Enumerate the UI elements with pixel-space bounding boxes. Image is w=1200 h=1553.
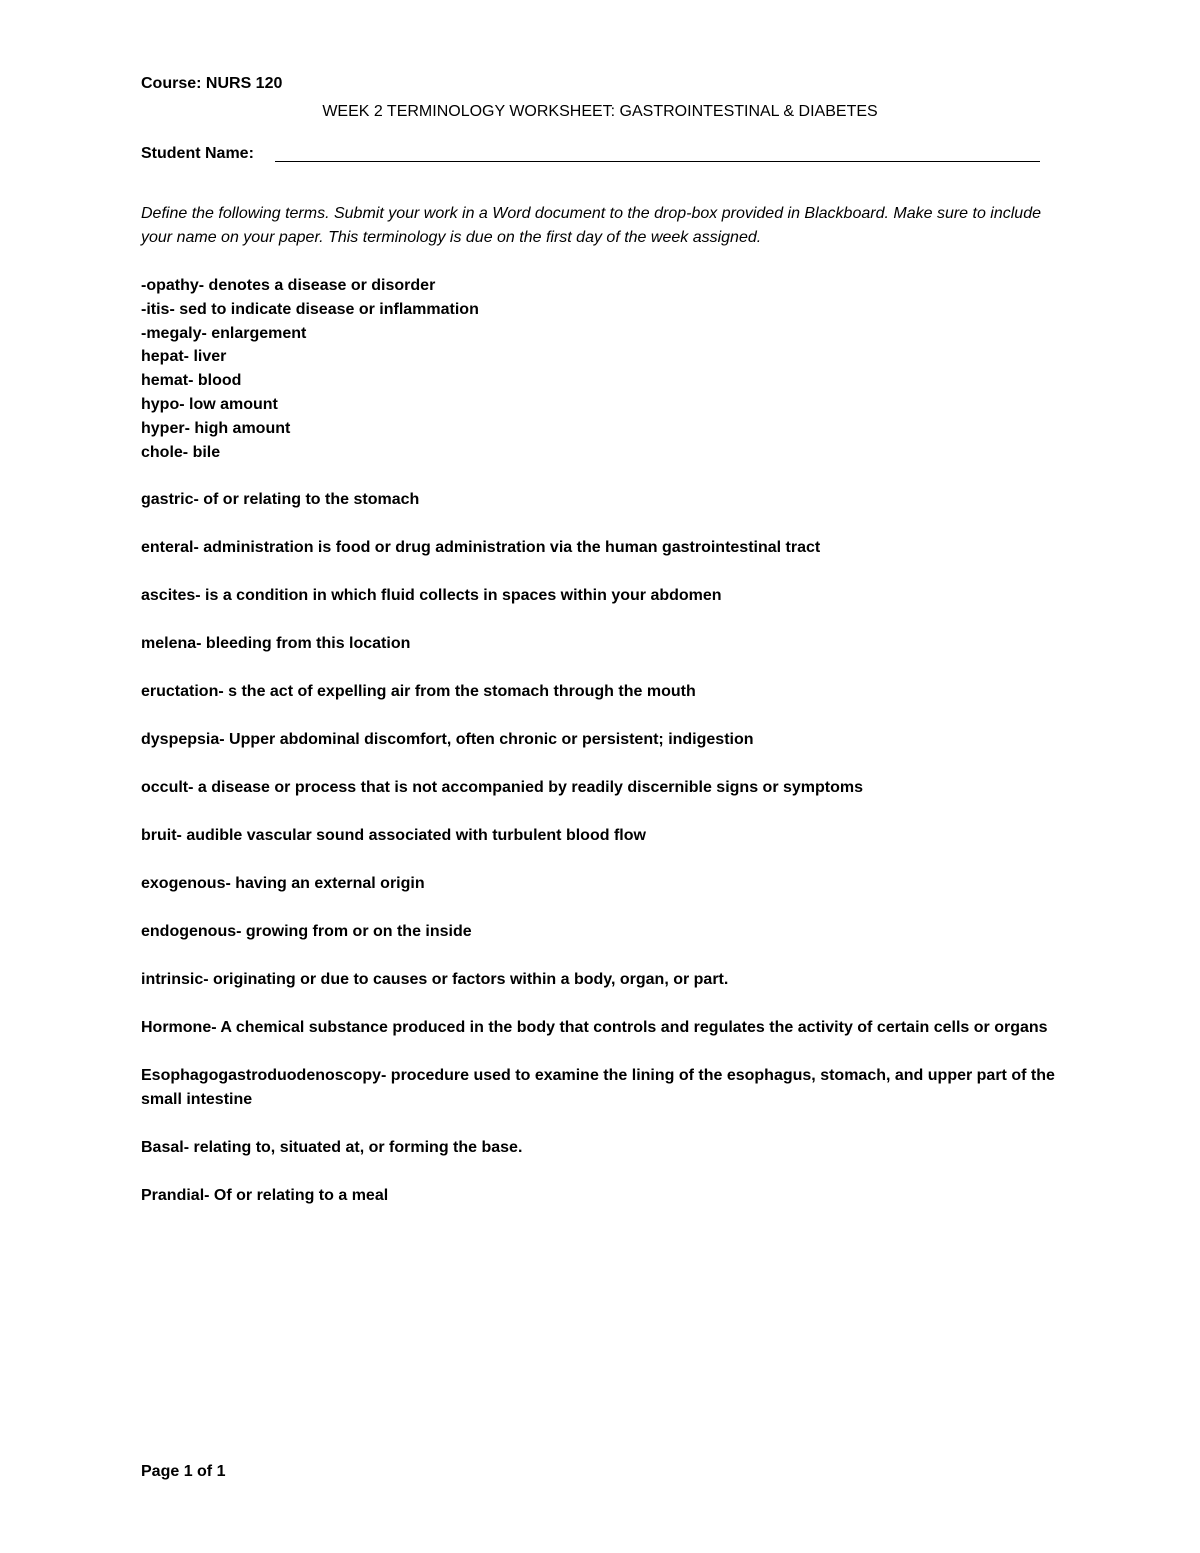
definition-item: Hormone- A chemical substance produced in the body that controls and regulates the activity of certain cells or organs xyxy=(141,1019,1048,1036)
definition-item: Basal- relating to, situated at, or forming the base. xyxy=(141,1139,523,1156)
course-label: Course: NURS 120 xyxy=(141,75,283,92)
definition-item: intrinsic- originating or due to causes or factors within a body, organ, or part. xyxy=(141,971,729,988)
definition-list xyxy=(141,488,1071,1232)
definition-item: bruit- audible vascular sound associated with turbulent blood flow xyxy=(141,827,646,844)
prefix-item: chole- bile xyxy=(141,443,221,461)
prefix-item: hemat- blood xyxy=(141,372,242,390)
definition-item: Prandial- Of or relating to a meal xyxy=(141,1187,389,1204)
prefix-item: hyper- high amount xyxy=(141,419,291,437)
definition-item: occult- a disease or process that is not accompanied by readily discernible signs or symptoms xyxy=(141,779,864,796)
student-name-blank-line xyxy=(275,161,1040,162)
definition-item: endogenous- growing from or on the inside xyxy=(141,923,472,940)
instructions-paragraph: Define the following terms. Submit your work in a Word document to the drop-box provided in Blackboard. Make sure to include your name on your paper. This terminology is due on the first day of the week assigned. xyxy=(141,205,1041,246)
definition-item: enteral- administration is food or drug administration via the human gastrointestinal tract xyxy=(141,539,821,556)
prefix-list xyxy=(141,274,1081,464)
definition-item: eructation- s the act of expelling air from the stomach through the mouth xyxy=(141,683,696,700)
definition-item: ascites- is a condition in which fluid collects in spaces within your abdomen xyxy=(141,587,722,604)
worksheet-title: WEEK 2 TERMINOLOGY WORKSHEET: GASTROINTESTINAL & DIABETES xyxy=(322,103,878,120)
student-name-label: Student Name: xyxy=(141,145,254,162)
definition-item: gastric- of or relating to the stomach xyxy=(141,491,420,508)
page-number: Page 1 of 1 xyxy=(141,1463,226,1480)
definition-item: melena- bleeding from this location xyxy=(141,635,411,652)
prefix-item: hypo- low amount xyxy=(141,395,278,413)
prefix-item: hepat- liver xyxy=(141,348,227,366)
prefix-item: -megaly- enlargement xyxy=(141,324,307,342)
definition-item: Esophagogastroduodenoscopy- procedure used to examine the lining of the esophagus, stomach, and upper part of the small intestine xyxy=(141,1067,1055,1108)
definition-item: exogenous- having an external origin xyxy=(141,875,425,892)
definition-item: dyspepsia- Upper abdominal discomfort, often chronic or persistent; indigestion xyxy=(141,731,754,748)
prefix-item: -itis- sed to indicate disease or inflammation xyxy=(141,300,479,318)
prefix-item: -opathy- denotes a disease or disorder xyxy=(141,277,436,294)
